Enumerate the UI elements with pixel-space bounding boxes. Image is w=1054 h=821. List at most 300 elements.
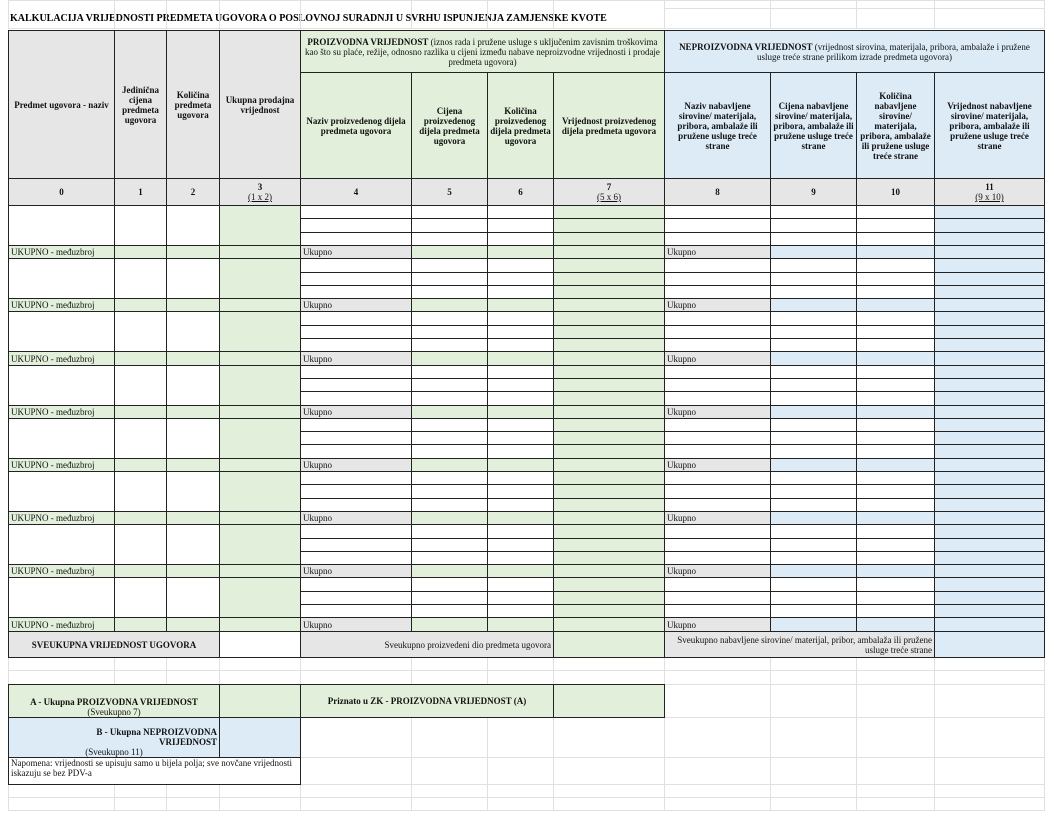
grid-cell[interactable] bbox=[166, 657, 220, 671]
input-cell[interactable] bbox=[300, 604, 412, 618]
grid-cell[interactable] bbox=[553, 797, 665, 811]
input-cell[interactable] bbox=[300, 431, 412, 445]
grid-cell[interactable] bbox=[553, 717, 665, 758]
input-cell[interactable] bbox=[856, 391, 935, 406]
grid-cell[interactable] bbox=[8, 784, 115, 798]
subtotal-cell bbox=[166, 298, 220, 312]
input-cell[interactable] bbox=[300, 325, 412, 339]
ukupno-label: Ukupno bbox=[664, 351, 771, 366]
input-predmet[interactable] bbox=[8, 258, 115, 299]
input-cell[interactable] bbox=[770, 365, 857, 379]
input-cell[interactable] bbox=[664, 232, 771, 246]
input-cell[interactable] bbox=[411, 551, 488, 565]
grid-cell[interactable] bbox=[166, 670, 220, 685]
grid-cell[interactable] bbox=[219, 797, 301, 811]
input-jedinicna-cijena[interactable] bbox=[114, 365, 167, 406]
input-cell[interactable] bbox=[856, 311, 935, 326]
input-cell[interactable] bbox=[487, 444, 554, 459]
input-cell[interactable] bbox=[487, 391, 554, 406]
subtotal-cell bbox=[553, 245, 665, 259]
input-cell[interactable] bbox=[411, 338, 488, 352]
summary-a bbox=[8, 684, 220, 718]
input-cell[interactable] bbox=[770, 444, 857, 459]
summary-a-note: (Sveukupno 7) bbox=[87, 707, 141, 717]
grid-cell[interactable] bbox=[856, 784, 935, 798]
ukupno-label: Ukupno bbox=[664, 617, 771, 632]
input-cell[interactable] bbox=[856, 604, 935, 618]
grid-cell[interactable] bbox=[664, 8, 771, 29]
grid-cell[interactable] bbox=[8, 657, 115, 671]
input-cell[interactable] bbox=[856, 484, 935, 499]
input-kolicina[interactable] bbox=[166, 471, 220, 512]
input-jedinicna-cijena[interactable] bbox=[114, 418, 167, 459]
input-cell[interactable] bbox=[487, 338, 554, 352]
input-cell[interactable] bbox=[770, 431, 857, 445]
input-cell[interactable] bbox=[664, 524, 771, 539]
input-cell[interactable] bbox=[487, 538, 554, 552]
subtotal-cell bbox=[856, 617, 935, 632]
subtotal-cell bbox=[487, 351, 554, 366]
subtotal-cell bbox=[487, 298, 554, 312]
column-number-1: 1 bbox=[114, 178, 167, 206]
grid-cell[interactable] bbox=[934, 657, 1045, 671]
calc-cell bbox=[934, 272, 1045, 286]
input-cell[interactable] bbox=[664, 604, 771, 618]
input-jedinicna-cijena[interactable] bbox=[114, 311, 167, 352]
calc-ukupna-prodajna bbox=[219, 258, 301, 299]
grid-cell[interactable] bbox=[411, 657, 488, 671]
subtotal-cell bbox=[770, 245, 857, 259]
input-cell[interactable] bbox=[300, 418, 412, 432]
input-cell[interactable] bbox=[411, 471, 488, 485]
grid-cell[interactable] bbox=[300, 0, 412, 29]
grid-cell[interactable] bbox=[856, 657, 935, 671]
input-kolicina[interactable] bbox=[166, 258, 220, 299]
input-cell[interactable] bbox=[770, 258, 857, 273]
calc-cell bbox=[934, 325, 1045, 339]
input-cell[interactable] bbox=[856, 418, 935, 432]
grid-cell[interactable] bbox=[856, 797, 935, 811]
grid-cell[interactable] bbox=[166, 797, 220, 811]
grid-cell[interactable] bbox=[411, 717, 488, 758]
grid-cell[interactable] bbox=[770, 717, 857, 758]
calc-cell bbox=[934, 311, 1045, 326]
input-cell[interactable] bbox=[411, 431, 488, 445]
grid-cell[interactable] bbox=[664, 717, 771, 758]
subtotal-cell bbox=[114, 351, 167, 366]
input-cell[interactable] bbox=[856, 272, 935, 286]
input-cell[interactable] bbox=[664, 338, 771, 352]
input-cell[interactable] bbox=[770, 391, 857, 406]
input-kolicina[interactable] bbox=[166, 418, 220, 459]
input-cell[interactable] bbox=[856, 232, 935, 246]
input-cell[interactable] bbox=[856, 285, 935, 299]
input-cell[interactable] bbox=[300, 205, 412, 219]
grid-cell[interactable] bbox=[770, 8, 857, 29]
grid-cell[interactable] bbox=[114, 797, 167, 811]
grid-cell[interactable] bbox=[166, 0, 220, 29]
input-cell[interactable] bbox=[411, 232, 488, 246]
input-cell[interactable] bbox=[664, 431, 771, 445]
input-cell[interactable] bbox=[664, 325, 771, 339]
input-cell[interactable] bbox=[300, 311, 412, 326]
input-cell[interactable] bbox=[664, 218, 771, 233]
grid-cell[interactable] bbox=[934, 757, 1045, 785]
input-cell[interactable] bbox=[856, 551, 935, 565]
input-cell[interactable] bbox=[770, 232, 857, 246]
grid-cell[interactable] bbox=[487, 657, 554, 671]
input-predmet[interactable] bbox=[8, 205, 115, 246]
grid-cell[interactable] bbox=[300, 757, 412, 785]
input-predmet[interactable] bbox=[8, 471, 115, 512]
grid-cell[interactable] bbox=[219, 670, 301, 685]
input-cell[interactable] bbox=[770, 604, 857, 618]
input-cell[interactable] bbox=[411, 205, 488, 219]
grid-cell[interactable] bbox=[219, 657, 301, 671]
input-cell[interactable] bbox=[300, 338, 412, 352]
grid-cell[interactable] bbox=[770, 757, 857, 785]
input-jedinicna-cijena[interactable] bbox=[114, 205, 167, 246]
grid-cell[interactable] bbox=[487, 717, 554, 758]
grid-cell[interactable] bbox=[114, 657, 167, 671]
input-cell[interactable] bbox=[856, 378, 935, 392]
input-cell[interactable] bbox=[770, 418, 857, 432]
grid-cell[interactable] bbox=[934, 784, 1045, 798]
input-cell[interactable] bbox=[487, 484, 554, 499]
grid-cell[interactable] bbox=[300, 784, 412, 798]
input-cell[interactable] bbox=[856, 524, 935, 539]
input-cell[interactable] bbox=[770, 218, 857, 233]
grid-cell[interactable] bbox=[487, 670, 554, 685]
input-cell[interactable] bbox=[770, 378, 857, 392]
input-cell[interactable] bbox=[487, 378, 554, 392]
subtotal-cell bbox=[934, 298, 1045, 312]
input-cell[interactable] bbox=[300, 391, 412, 406]
grid-cell[interactable] bbox=[553, 757, 665, 785]
grid-cell[interactable] bbox=[114, 784, 167, 798]
grid-cell[interactable] bbox=[411, 670, 488, 685]
grid-cell[interactable] bbox=[411, 784, 488, 798]
input-cell[interactable] bbox=[856, 258, 935, 273]
input-cell[interactable] bbox=[770, 524, 857, 539]
input-cell[interactable] bbox=[487, 591, 554, 605]
subtotal-cell bbox=[553, 564, 665, 578]
input-cell[interactable] bbox=[664, 551, 771, 565]
calc-cell bbox=[934, 591, 1045, 605]
grid-cell[interactable] bbox=[114, 670, 167, 685]
input-cell[interactable] bbox=[300, 484, 412, 499]
input-cell[interactable] bbox=[664, 311, 771, 326]
grid-cell[interactable] bbox=[411, 757, 488, 785]
input-cell[interactable] bbox=[300, 471, 412, 485]
input-predmet[interactable] bbox=[8, 311, 115, 352]
group-title: PROIZVODNA VRIJEDNOST (iznos rada i pružene usluge s uključenim zavisnim troškovima kao što su plaće, režije, odnosno razlika u cijeni između nabave neproizvodne vrijednosti i prodaje predmeta ugovora) bbox=[305, 36, 660, 67]
grid-cell[interactable] bbox=[300, 717, 412, 758]
column-number-2: 2 bbox=[166, 178, 220, 206]
calc-cell bbox=[553, 418, 665, 432]
input-kolicina[interactable] bbox=[166, 524, 220, 565]
input-jedinicna-cijena[interactable] bbox=[114, 524, 167, 565]
input-kolicina[interactable] bbox=[166, 311, 220, 352]
input-cell[interactable] bbox=[411, 311, 488, 326]
input-cell[interactable] bbox=[770, 538, 857, 552]
grid-cell[interactable] bbox=[8, 797, 115, 811]
subtotal-cell bbox=[166, 405, 220, 419]
input-cell[interactable] bbox=[664, 205, 771, 219]
input-cell[interactable] bbox=[300, 285, 412, 299]
grid-cell[interactable] bbox=[8, 0, 115, 29]
subtotal-cell bbox=[934, 405, 1045, 419]
input-cell[interactable] bbox=[664, 538, 771, 552]
input-cell[interactable] bbox=[487, 311, 554, 326]
input-cell[interactable] bbox=[664, 577, 771, 592]
input-cell[interactable] bbox=[411, 218, 488, 233]
header-col-11: Vrijednost nabavljene sirovine/ materijala, pribora, ambalaže ili pružene usluge treće strane bbox=[934, 72, 1045, 179]
input-predmet[interactable] bbox=[8, 365, 115, 406]
input-cell[interactable] bbox=[856, 325, 935, 339]
input-cell[interactable] bbox=[411, 285, 488, 299]
input-cell[interactable] bbox=[856, 444, 935, 459]
grid-cell[interactable] bbox=[219, 784, 301, 798]
calc-cell bbox=[553, 484, 665, 499]
grid-cell[interactable] bbox=[934, 797, 1045, 811]
input-cell[interactable] bbox=[664, 418, 771, 432]
grid-cell[interactable] bbox=[300, 657, 412, 671]
input-kolicina[interactable] bbox=[166, 205, 220, 246]
input-cell[interactable] bbox=[856, 338, 935, 352]
input-cell[interactable] bbox=[664, 484, 771, 499]
input-cell[interactable] bbox=[664, 471, 771, 485]
grid-cell[interactable] bbox=[770, 657, 857, 671]
input-cell[interactable] bbox=[856, 431, 935, 445]
input-cell[interactable] bbox=[856, 538, 935, 552]
input-cell[interactable] bbox=[664, 378, 771, 392]
grid-cell[interactable] bbox=[300, 670, 412, 685]
subtotal-cell bbox=[856, 564, 935, 578]
input-cell[interactable] bbox=[300, 378, 412, 392]
subtotal-cell bbox=[114, 511, 167, 525]
input-kolicina[interactable] bbox=[166, 365, 220, 406]
calc-cell bbox=[934, 604, 1045, 618]
input-cell[interactable] bbox=[487, 272, 554, 286]
input-cell[interactable] bbox=[856, 365, 935, 379]
calc-cell bbox=[553, 311, 665, 326]
grid-cell[interactable] bbox=[856, 757, 935, 785]
input-cell[interactable] bbox=[487, 551, 554, 565]
input-cell[interactable] bbox=[664, 365, 771, 379]
input-cell[interactable] bbox=[487, 258, 554, 273]
input-cell[interactable] bbox=[770, 272, 857, 286]
subtotal-cell bbox=[219, 298, 301, 312]
grid-cell[interactable] bbox=[487, 784, 554, 798]
grid-cell[interactable] bbox=[856, 717, 935, 758]
input-cell[interactable] bbox=[487, 498, 554, 512]
input-cell[interactable] bbox=[770, 484, 857, 499]
grid-cell[interactable] bbox=[664, 757, 771, 785]
ukupno-label: Ukupno bbox=[300, 564, 412, 578]
input-cell[interactable] bbox=[487, 232, 554, 246]
subtotal-label: UKUPNO - međuzbroj bbox=[8, 617, 115, 632]
input-cell[interactable] bbox=[664, 498, 771, 512]
calc-cell bbox=[553, 205, 665, 219]
input-cell[interactable] bbox=[487, 365, 554, 379]
input-cell[interactable] bbox=[487, 471, 554, 485]
input-cell[interactable] bbox=[411, 418, 488, 432]
grid-cell[interactable] bbox=[856, 684, 935, 718]
grid-cell[interactable] bbox=[553, 0, 665, 29]
subtotal-cell bbox=[487, 245, 554, 259]
input-cell[interactable] bbox=[856, 498, 935, 512]
input-cell[interactable] bbox=[300, 577, 412, 592]
header-col-5: Cijena proizvedenog dijela predmeta ugovora bbox=[411, 72, 488, 179]
grid-cell[interactable] bbox=[770, 784, 857, 798]
grid-cell[interactable] bbox=[487, 797, 554, 811]
input-predmet[interactable] bbox=[8, 418, 115, 459]
input-cell[interactable] bbox=[300, 365, 412, 379]
grid-cell[interactable] bbox=[934, 717, 1045, 758]
input-cell[interactable] bbox=[487, 205, 554, 219]
grid-cell[interactable] bbox=[934, 8, 1045, 29]
grid-cell[interactable] bbox=[856, 670, 935, 685]
grid-cell[interactable] bbox=[934, 684, 1045, 718]
input-cell[interactable] bbox=[411, 538, 488, 552]
input-cell[interactable] bbox=[300, 524, 412, 539]
input-predmet[interactable] bbox=[8, 577, 115, 618]
input-cell[interactable] bbox=[300, 258, 412, 273]
input-cell[interactable] bbox=[770, 577, 857, 592]
input-cell[interactable] bbox=[770, 471, 857, 485]
input-cell[interactable] bbox=[411, 365, 488, 379]
input-cell[interactable] bbox=[664, 391, 771, 406]
grid-cell[interactable] bbox=[411, 797, 488, 811]
subtotal-cell bbox=[114, 245, 167, 259]
grid-cell[interactable] bbox=[770, 797, 857, 811]
input-cell[interactable] bbox=[411, 391, 488, 406]
grid-cell[interactable] bbox=[664, 670, 771, 685]
grid-cell[interactable] bbox=[770, 670, 857, 685]
input-cell[interactable] bbox=[770, 338, 857, 352]
grid-cell[interactable] bbox=[770, 684, 857, 718]
grid-cell[interactable] bbox=[166, 784, 220, 798]
input-cell[interactable] bbox=[487, 604, 554, 618]
grid-cell[interactable] bbox=[664, 657, 771, 671]
input-cell[interactable] bbox=[770, 311, 857, 326]
input-cell[interactable] bbox=[664, 272, 771, 286]
calc-cell bbox=[553, 258, 665, 273]
input-cell[interactable] bbox=[664, 444, 771, 459]
input-cell[interactable] bbox=[300, 591, 412, 605]
grid-cell[interactable] bbox=[300, 797, 412, 811]
input-cell[interactable] bbox=[411, 272, 488, 286]
input-cell[interactable] bbox=[487, 431, 554, 445]
input-cell[interactable] bbox=[770, 325, 857, 339]
grid-cell[interactable] bbox=[664, 684, 771, 718]
input-cell[interactable] bbox=[856, 471, 935, 485]
subtotal-cell bbox=[934, 245, 1045, 259]
input-cell[interactable] bbox=[770, 285, 857, 299]
input-cell[interactable] bbox=[770, 591, 857, 605]
input-cell[interactable] bbox=[300, 218, 412, 233]
input-cell[interactable] bbox=[300, 444, 412, 459]
subtotal-cell bbox=[411, 298, 488, 312]
grid-cell[interactable] bbox=[856, 8, 935, 29]
input-cell[interactable] bbox=[411, 444, 488, 459]
input-cell[interactable] bbox=[411, 378, 488, 392]
grid-cell[interactable] bbox=[553, 784, 665, 798]
input-cell[interactable] bbox=[770, 205, 857, 219]
input-cell[interactable] bbox=[411, 604, 488, 618]
grid-cell[interactable] bbox=[664, 797, 771, 811]
input-cell[interactable] bbox=[411, 524, 488, 539]
input-cell[interactable] bbox=[487, 285, 554, 299]
grid-cell[interactable] bbox=[934, 670, 1045, 685]
grid-cell[interactable] bbox=[219, 0, 301, 29]
input-kolicina[interactable] bbox=[166, 577, 220, 618]
subtotal-cell bbox=[219, 458, 301, 472]
input-jedinicna-cijena[interactable] bbox=[114, 258, 167, 299]
input-cell[interactable] bbox=[487, 524, 554, 539]
input-cell[interactable] bbox=[411, 484, 488, 499]
input-cell[interactable] bbox=[300, 551, 412, 565]
grid-cell[interactable] bbox=[411, 0, 488, 29]
input-cell[interactable] bbox=[300, 232, 412, 246]
grid-cell[interactable] bbox=[487, 0, 554, 29]
calc-cell bbox=[553, 325, 665, 339]
input-cell[interactable] bbox=[856, 218, 935, 233]
input-cell[interactable] bbox=[300, 272, 412, 286]
ukupno-label: Ukupno bbox=[664, 458, 771, 472]
input-cell[interactable] bbox=[300, 498, 412, 512]
input-cell[interactable] bbox=[664, 285, 771, 299]
grid-cell[interactable] bbox=[114, 0, 167, 29]
input-cell[interactable] bbox=[411, 498, 488, 512]
input-predmet[interactable] bbox=[8, 524, 115, 565]
input-cell[interactable] bbox=[411, 577, 488, 592]
subtotal-cell bbox=[166, 351, 220, 366]
input-jedinicna-cijena[interactable] bbox=[114, 471, 167, 512]
input-cell[interactable] bbox=[411, 258, 488, 273]
input-cell[interactable] bbox=[664, 258, 771, 273]
input-cell[interactable] bbox=[770, 551, 857, 565]
input-cell[interactable] bbox=[487, 577, 554, 592]
input-cell[interactable] bbox=[856, 577, 935, 592]
input-cell[interactable] bbox=[856, 205, 935, 219]
input-cell[interactable] bbox=[300, 538, 412, 552]
calc-cell bbox=[934, 285, 1045, 299]
subtotal-cell bbox=[934, 617, 1045, 632]
column-number: 3 bbox=[257, 182, 263, 192]
grid-cell[interactable] bbox=[487, 757, 554, 785]
input-cell[interactable] bbox=[770, 498, 857, 512]
input-cell[interactable] bbox=[856, 591, 935, 605]
grid-cell[interactable] bbox=[553, 657, 665, 671]
grid-cell[interactable] bbox=[553, 670, 665, 685]
subtotal-cell bbox=[770, 405, 857, 419]
input-cell[interactable] bbox=[411, 591, 488, 605]
subtotal-cell bbox=[166, 458, 220, 472]
subtotal-cell bbox=[219, 617, 301, 632]
input-jedinicna-cijena[interactable] bbox=[114, 577, 167, 618]
calc-cell bbox=[934, 418, 1045, 432]
input-cell[interactable] bbox=[664, 591, 771, 605]
input-cell[interactable] bbox=[411, 325, 488, 339]
grid-cell[interactable] bbox=[664, 784, 771, 798]
input-cell[interactable] bbox=[487, 325, 554, 339]
header-ukupna-prodajna: Ukupna prodajna vrijednost bbox=[219, 30, 301, 179]
input-cell[interactable] bbox=[487, 418, 554, 432]
input-cell[interactable] bbox=[487, 218, 554, 233]
grid-cell[interactable] bbox=[8, 670, 115, 685]
